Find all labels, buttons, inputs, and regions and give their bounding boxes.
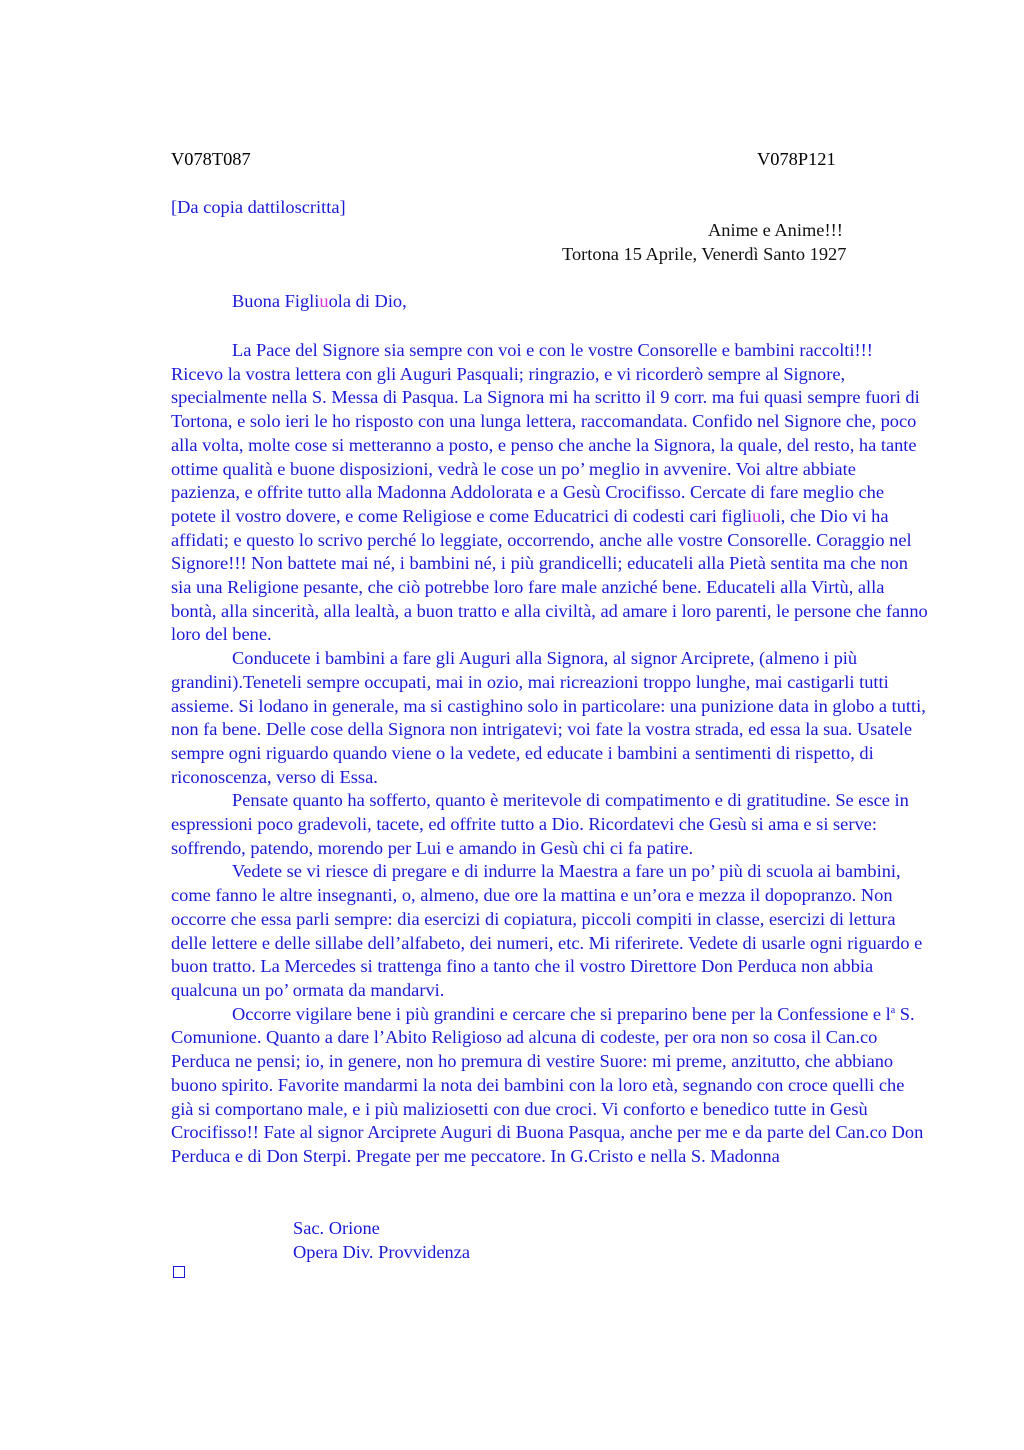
salutation-part2: ola di Dio, [328, 291, 407, 311]
signature-name: Sac. Orione [293, 1218, 380, 1238]
paragraph-5-text-a: Occorre vigilare bene i più grandini e cercare che si preparino bene per la Confessione e l [232, 1003, 891, 1024]
salutation [232, 292, 407, 310]
superscript-a: a [890, 1004, 896, 1016]
letter-title: Anime e Anime!!! [708, 220, 843, 240]
paragraph-1-text-a: La Pace del Signore sia sempre con voi e con le vostre Consorelle e bambini raccolti!!! Ricevo la vostra lettera con gli Auguri Pasquali; ringrazio, e vi ricorderò sempre al Signore, specialmente nella S. Messa di Pasqua. La Signora mi ha scritto il 9 corr. ma fui quasi sempre fuori di Tortona, e solo ieri le ho risposto con una lunga lettera, raccomandata. Confido nel Signore che, poco alla volta, molte cose si metteranno a posto, e penso che anche la Signora, la quale, del resto, ha tante ottime qualità e buone disposizioni, vedrà le cose un po’ meglio in avvenire. Voi altre abbiate pazienza, e offrite tutto alla Madonna Addolorata e a Gesù Crocifisso. Cercate di fare meglio che potete il vostro dovere, e come Religiose e come Educatrici di codesti cari figli [171, 340, 920, 526]
paragraph-4: Vedete se vi riesce di pregare e di indurre la Maestra a fare un po’ più di scuola ai bambini, come fanno le altre insegnanti, o, almeno, due ore la mattina e un’ora e mezza il dopopranzo. Non occorre che essa parli sempre: dia esercizi di copiatura, piccoli compiti in classe, esercizi di lettura delle lettere e delle sillabe dell’alfabeto, dei numeri, etc. Mi riferirete. Vedete di usarle ogni riguardo e buon tratto. La Mercedes si trattenga fino a tanto che il vostro Direttore Don Perduca non abbia qualcuna un po’ ormata da mandarvi. [171, 861, 923, 1000]
salutation-part1: Buona Figli [232, 291, 320, 311]
paragraph-5 [171, 1003, 929, 1169]
document-code-right: V078P121 [757, 149, 836, 169]
paragraph-2: Conducete i bambini a fare gli Auguri alla Signora, al signor Arciprete, (almeno i più grandini).Teneteli sempre occupati, mai in ozio, mai ricreazioni troppo lunghe, mai castigarli tutti assieme. Si lodano in generale, ma si castighino solo in particolare: una punizione data in globo a tutti, non fa bene. Delle cose della Signora non intrigatevi; voi fate la vostra strada, ed essa la sua. Usatele sempre ogni riguardo quando viene o la vedete, ed educate i bambini a sentimenti di rispetto, di riconoscenza, verso di Essa. [171, 648, 926, 787]
paragraph-5-text-b: S. Comunione. Quanto a dare l’Abito Religioso ad alcuna di codeste, per ora non so cosa il Can.co Perduca ne pensi; io, in genere, non ho premura di vestire Suore: mi preme, anzitutto, che abbiano buono spirito. Favorite mandarmi la nota dei bambini con la loro età, segnando con croce quelli che già si comportano male, e i più maliziosetti con due croci. Vi conforto e benedico tutte in Gesù Crocifisso!! Fate al signor Arciprete Auguri di Buona Pasqua, anche per me e da parte del Can.co Don Perduca e di Don Sterpi. Pregate per me peccatore. In G.Cristo e nella S. Madonna [171, 1003, 924, 1166]
place-date: Tortona 15 Aprile, Venerdì Santo 1927 [562, 244, 847, 264]
paragraph-1-highlight: u [752, 505, 762, 526]
salutation-highlight: u [319, 291, 329, 311]
letter-body [171, 339, 929, 1169]
paragraph-1 [171, 339, 929, 647]
paragraph-1-text-b: oli, che Dio vi ha affidati; e questo lo scrivo perché lo leggiate, occorrendo, anche alle vostre Consorelle. Coraggio nel Signore!!! Non battete mai né, i bambini né, i più grandicelli; educateli alla Pietà sentita ma che non sia una Religione pesante, che ciò potrebbe loro fare male anziché bene. Educateli alla Virtù, alla bontà, alla sincerità, alla lealtà, a buon tratto e alla civiltà, ad amare i loro parenti, le persone che fanno loro del bene. [171, 505, 928, 645]
document-code-left: V078T087 [171, 149, 251, 169]
signature-organization: Opera Div. Provvidenza [293, 1242, 471, 1262]
paragraph-3: Pensate quanto ha sofferto, quanto è meritevole di compatimento e di gratitudine. Se esce in espressioni poco gradevoli, tacete, ed offrite tutto a Dio. Ricordatevi che Gesù si ama e si serve: soffrendo, patendo, morendo per Lui e amando in Gesù chi ci fa patire. [171, 790, 909, 858]
source-note: [Da copia dattiloscritta] [171, 197, 346, 217]
checkbox-icon [173, 1266, 185, 1278]
